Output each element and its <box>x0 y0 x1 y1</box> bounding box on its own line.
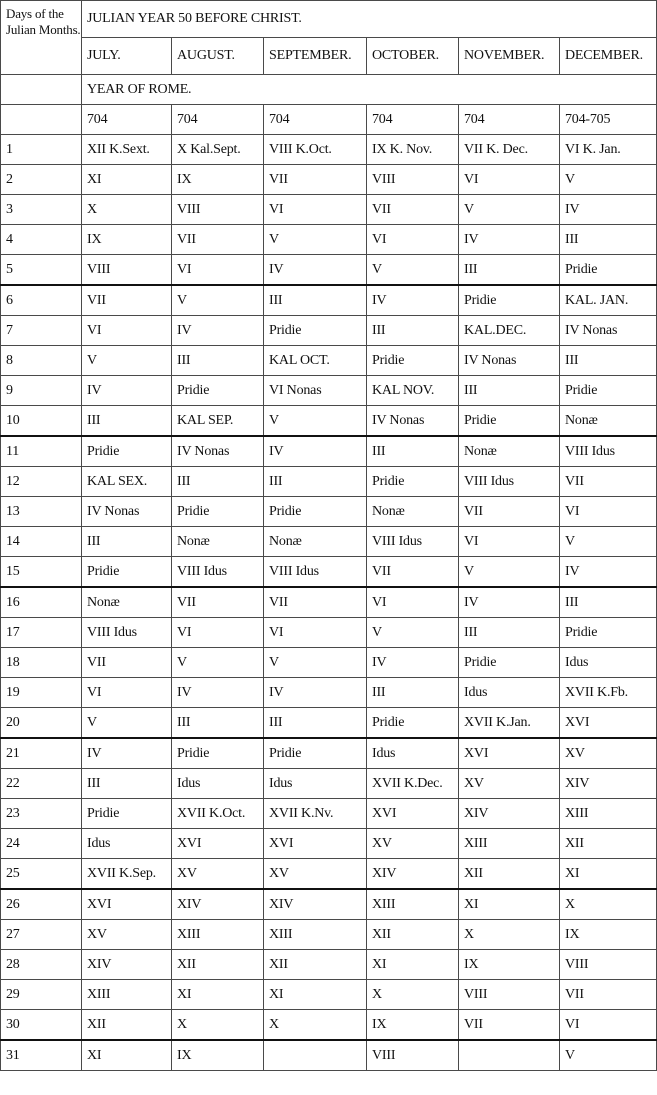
day-number: 16 <box>1 587 82 618</box>
roman-date-cell: XVI <box>172 829 264 859</box>
roman-date-cell: XI <box>560 859 657 890</box>
day-number: 23 <box>1 799 82 829</box>
day-row <box>1 285 657 316</box>
day-number: 13 <box>1 497 82 527</box>
day-row <box>1 346 657 376</box>
roman-date-cell: VIII Idus <box>560 436 657 467</box>
roman-date-cell: Nonæ <box>264 527 367 557</box>
roman-date-cell: VI <box>459 527 560 557</box>
day-row <box>1 255 657 286</box>
day-row <box>1 1010 657 1041</box>
rome-year: 704-705 <box>560 105 657 135</box>
roman-date-cell: XII <box>367 920 459 950</box>
roman-date-cell: X <box>560 889 657 920</box>
roman-date-cell: Pridie <box>82 799 172 829</box>
month-header: NOVEMBER. <box>459 38 560 75</box>
roman-date-cell: III <box>459 255 560 286</box>
roman-date-cell: III <box>459 376 560 406</box>
roman-date-cell: VI Nonas <box>264 376 367 406</box>
roman-date-cell: XIV <box>172 889 264 920</box>
roman-date-cell: XIII <box>264 920 367 950</box>
roman-date-cell: Pridie <box>459 648 560 678</box>
roman-date-cell: IX <box>367 1010 459 1041</box>
roman-date-cell: XIV <box>82 950 172 980</box>
day-row <box>1 769 657 799</box>
day-row <box>1 648 657 678</box>
roman-date-cell: VI <box>459 165 560 195</box>
roman-date-cell: XV <box>172 859 264 890</box>
corner-label: Days of the Julian Months. <box>1 1 82 75</box>
roman-date-cell: XV <box>264 859 367 890</box>
day-number: 9 <box>1 376 82 406</box>
day-number: 25 <box>1 859 82 890</box>
roman-date-cell: Pridie <box>367 346 459 376</box>
roman-date-cell: VIII <box>459 980 560 1010</box>
roman-date-cell: VI <box>560 1010 657 1041</box>
roman-date-cell: XVI <box>367 799 459 829</box>
day-number: 11 <box>1 436 82 467</box>
roman-date-cell: XV <box>560 738 657 769</box>
roman-date-cell: KAL.DEC. <box>459 316 560 346</box>
roman-date-cell: VI <box>560 497 657 527</box>
roman-date-cell: IV <box>367 285 459 316</box>
roman-date-cell: Pridie <box>367 467 459 497</box>
roman-date-cell: XII <box>459 859 560 890</box>
roman-date-cell: KAL SEX. <box>82 467 172 497</box>
roman-date-cell: IX <box>172 165 264 195</box>
roman-date-cell: VII <box>172 225 264 255</box>
roman-date-cell: VII <box>367 195 459 225</box>
roman-date-cell: VI <box>264 618 367 648</box>
roman-date-cell: IV <box>82 376 172 406</box>
day-row <box>1 436 657 467</box>
roman-date-cell: Pridie <box>560 618 657 648</box>
roman-date-cell: IV <box>459 225 560 255</box>
year-of-rome-row <box>1 75 657 105</box>
day-number: 5 <box>1 255 82 286</box>
roman-date-cell: IV <box>264 255 367 286</box>
day-number: 21 <box>1 738 82 769</box>
roman-date-cell: III <box>264 467 367 497</box>
roman-date-cell: VIII <box>172 195 264 225</box>
day-number: 10 <box>1 406 82 437</box>
roman-date-cell: VIII <box>367 1040 459 1071</box>
roman-date-cell: V <box>172 648 264 678</box>
roman-date-cell: XII <box>82 1010 172 1041</box>
roman-date-cell: XIV <box>264 889 367 920</box>
roman-date-cell: XVI <box>560 708 657 739</box>
roman-date-cell: Idus <box>82 829 172 859</box>
roman-date-cell: IV Nonas <box>367 406 459 437</box>
roman-date-cell: III <box>172 708 264 739</box>
roman-date-cell: Idus <box>172 769 264 799</box>
roman-date-cell: Pridie <box>264 316 367 346</box>
roman-date-cell: VIII Idus <box>264 557 367 588</box>
roman-date-cell: VIII Idus <box>367 527 459 557</box>
day-row <box>1 557 657 588</box>
day-row <box>1 406 657 437</box>
empty-cell <box>1 105 82 135</box>
day-number: 14 <box>1 527 82 557</box>
roman-date-cell: III <box>82 406 172 437</box>
roman-date-cell: V <box>367 255 459 286</box>
day-number: 24 <box>1 829 82 859</box>
roman-date-cell: XI <box>82 165 172 195</box>
roman-date-cell: III <box>172 346 264 376</box>
empty-cell <box>1 75 82 105</box>
roman-date-cell: VIII Idus <box>82 618 172 648</box>
roman-date-cell: Nonæ <box>172 527 264 557</box>
roman-date-cell: V <box>264 648 367 678</box>
day-number: 20 <box>1 708 82 739</box>
day-row <box>1 467 657 497</box>
month-header: DECEMBER. <box>560 38 657 75</box>
day-number: 22 <box>1 769 82 799</box>
roman-date-cell: IX <box>172 1040 264 1071</box>
day-row <box>1 799 657 829</box>
month-header: OCTOBER. <box>367 38 459 75</box>
roman-date-cell: XII <box>264 950 367 980</box>
day-row <box>1 316 657 346</box>
roman-date-cell: XI <box>264 980 367 1010</box>
roman-date-cell: XI <box>82 1040 172 1071</box>
day-number: 7 <box>1 316 82 346</box>
roman-date-cell: IV <box>172 316 264 346</box>
roman-date-cell: VIII Idus <box>172 557 264 588</box>
roman-date-cell: VI <box>264 195 367 225</box>
roman-date-cell: III <box>459 618 560 648</box>
roman-date-cell: V <box>560 165 657 195</box>
roman-date-cell: XVII K.Nv. <box>264 799 367 829</box>
roman-date-cell: III <box>560 346 657 376</box>
day-row <box>1 497 657 527</box>
roman-date-cell: IV <box>367 648 459 678</box>
day-row <box>1 889 657 920</box>
roman-date-cell: VII <box>82 285 172 316</box>
roman-date-cell: IV Nonas <box>560 316 657 346</box>
roman-date-cell: XIV <box>459 799 560 829</box>
roman-date-cell: Nonæ <box>560 406 657 437</box>
roman-date-cell: KAL NOV. <box>367 376 459 406</box>
roman-date-cell: Idus <box>560 648 657 678</box>
roman-date-cell: III <box>264 708 367 739</box>
table-title: JULIAN YEAR 50 BEFORE CHRIST. <box>82 1 657 38</box>
roman-date-cell: VI <box>172 618 264 648</box>
day-number: 3 <box>1 195 82 225</box>
roman-date-cell: III <box>82 527 172 557</box>
roman-date-cell: Pridie <box>264 497 367 527</box>
day-number: 19 <box>1 678 82 708</box>
roman-date-cell: V <box>459 195 560 225</box>
roman-date-cell: IX K. Nov. <box>367 135 459 165</box>
roman-date-cell: XI <box>367 950 459 980</box>
day-row <box>1 225 657 255</box>
roman-date-cell: XV <box>367 829 459 859</box>
day-number: 31 <box>1 1040 82 1071</box>
roman-date-cell: VII <box>367 557 459 588</box>
roman-date-cell: Idus <box>367 738 459 769</box>
roman-date-cell: XVII K.Jan. <box>459 708 560 739</box>
roman-date-cell: V <box>264 225 367 255</box>
roman-date-cell: IX <box>560 920 657 950</box>
roman-date-cell: VII <box>560 467 657 497</box>
day-number: 30 <box>1 1010 82 1041</box>
day-number: 15 <box>1 557 82 588</box>
roman-date-cell: Pridie <box>82 557 172 588</box>
roman-date-cell: III <box>367 678 459 708</box>
day-number: 8 <box>1 346 82 376</box>
roman-date-cell: VI <box>367 587 459 618</box>
roman-date-cell: Pridie <box>172 376 264 406</box>
roman-date-cell: V <box>560 527 657 557</box>
roman-date-cell: X <box>264 1010 367 1041</box>
day-row <box>1 738 657 769</box>
roman-date-cell: VII <box>82 648 172 678</box>
roman-date-cell: Idus <box>459 678 560 708</box>
day-number: 26 <box>1 889 82 920</box>
roman-date-cell: IV Nonas <box>172 436 264 467</box>
year-of-rome-label: YEAR OF ROME. <box>82 75 657 105</box>
roman-date-cell: XIII <box>560 799 657 829</box>
roman-date-cell: VI <box>82 678 172 708</box>
day-row <box>1 587 657 618</box>
month-header: AUGUST. <box>172 38 264 75</box>
roman-date-cell <box>459 1040 560 1071</box>
roman-date-cell: V <box>367 618 459 648</box>
roman-date-cell: IV <box>560 195 657 225</box>
roman-date-cell: KAL. JAN. <box>560 285 657 316</box>
roman-date-cell: XIII <box>459 829 560 859</box>
day-number: 18 <box>1 648 82 678</box>
roman-date-cell: XIII <box>172 920 264 950</box>
roman-date-cell: VII <box>459 497 560 527</box>
roman-date-cell: X <box>459 920 560 950</box>
roman-date-cell: Nonæ <box>82 587 172 618</box>
roman-date-cell: VIII K.Oct. <box>264 135 367 165</box>
roman-date-cell: V <box>82 346 172 376</box>
rome-year: 704 <box>459 105 560 135</box>
day-number: 4 <box>1 225 82 255</box>
day-row <box>1 195 657 225</box>
day-row <box>1 708 657 739</box>
roman-date-cell: V <box>560 1040 657 1071</box>
roman-date-cell: KAL OCT. <box>264 346 367 376</box>
roman-date-cell: XIV <box>560 769 657 799</box>
roman-date-cell: VI <box>367 225 459 255</box>
roman-date-cell: Pridie <box>367 708 459 739</box>
roman-date-cell <box>264 1040 367 1071</box>
roman-date-cell: III <box>560 587 657 618</box>
roman-date-cell: XI <box>172 980 264 1010</box>
day-row <box>1 1040 657 1071</box>
roman-date-cell: VI K. Jan. <box>560 135 657 165</box>
day-row <box>1 527 657 557</box>
day-row <box>1 678 657 708</box>
day-number: 17 <box>1 618 82 648</box>
roman-date-cell: III <box>82 769 172 799</box>
roman-date-cell: XII <box>560 829 657 859</box>
roman-date-cell: Pridie <box>459 285 560 316</box>
roman-date-cell: VII <box>172 587 264 618</box>
day-row <box>1 829 657 859</box>
rome-years-row <box>1 105 657 135</box>
roman-date-cell: Nonæ <box>459 436 560 467</box>
roman-date-cell: XIV <box>367 859 459 890</box>
rome-year: 704 <box>367 105 459 135</box>
month-header: JULY. <box>82 38 172 75</box>
roman-date-cell: IV <box>172 678 264 708</box>
roman-date-cell: IV <box>459 587 560 618</box>
roman-date-cell: XVI <box>82 889 172 920</box>
day-number: 12 <box>1 467 82 497</box>
day-row <box>1 618 657 648</box>
roman-date-cell: VIII <box>82 255 172 286</box>
roman-date-cell: VII <box>459 1010 560 1041</box>
roman-date-cell: XVII K.Oct. <box>172 799 264 829</box>
roman-date-cell: Pridie <box>264 738 367 769</box>
roman-date-cell: III <box>367 316 459 346</box>
roman-date-cell: IV Nonas <box>82 497 172 527</box>
roman-date-cell: IV <box>264 678 367 708</box>
roman-date-cell: XVII K.Fb. <box>560 678 657 708</box>
roman-date-cell: IV <box>560 557 657 588</box>
day-row <box>1 165 657 195</box>
roman-date-cell: Idus <box>264 769 367 799</box>
roman-date-cell: X Kal.Sept. <box>172 135 264 165</box>
roman-date-cell: IX <box>82 225 172 255</box>
roman-date-cell: III <box>172 467 264 497</box>
roman-date-cell: VI <box>172 255 264 286</box>
roman-date-cell: XII K.Sext. <box>82 135 172 165</box>
day-row <box>1 376 657 406</box>
roman-date-cell: V <box>459 557 560 588</box>
day-row <box>1 920 657 950</box>
day-number: 6 <box>1 285 82 316</box>
day-row <box>1 135 657 165</box>
day-row <box>1 950 657 980</box>
rome-year: 704 <box>264 105 367 135</box>
roman-date-cell: XVI <box>264 829 367 859</box>
month-header: SEPTEMBER. <box>264 38 367 75</box>
roman-date-cell: V <box>264 406 367 437</box>
roman-date-cell: III <box>560 225 657 255</box>
roman-date-cell: XIII <box>82 980 172 1010</box>
roman-date-cell: IV Nonas <box>459 346 560 376</box>
roman-date-cell: V <box>82 708 172 739</box>
roman-date-cell: VII <box>264 165 367 195</box>
roman-date-cell: XVI <box>459 738 560 769</box>
roman-date-cell: XV <box>459 769 560 799</box>
day-number: 29 <box>1 980 82 1010</box>
roman-date-cell: X <box>367 980 459 1010</box>
roman-date-cell: Pridie <box>459 406 560 437</box>
roman-date-cell: Pridie <box>560 376 657 406</box>
roman-date-cell: Nonæ <box>367 497 459 527</box>
roman-date-cell: VIII Idus <box>459 467 560 497</box>
day-number: 2 <box>1 165 82 195</box>
roman-date-cell: III <box>367 436 459 467</box>
roman-date-cell: IV <box>264 436 367 467</box>
rome-year: 704 <box>172 105 264 135</box>
roman-date-cell: XII <box>172 950 264 980</box>
roman-date-cell: XIII <box>367 889 459 920</box>
roman-date-cell: VII <box>264 587 367 618</box>
roman-date-cell: Pridie <box>560 255 657 286</box>
roman-date-cell: VIII <box>560 950 657 980</box>
roman-date-cell: Pridie <box>172 497 264 527</box>
roman-date-cell: XV <box>82 920 172 950</box>
roman-date-cell: VIII <box>367 165 459 195</box>
roman-date-cell: X <box>82 195 172 225</box>
title-row <box>1 1 657 38</box>
roman-date-cell: VII K. Dec. <box>459 135 560 165</box>
roman-date-cell: III <box>264 285 367 316</box>
roman-date-cell: XVII K.Sep. <box>82 859 172 890</box>
roman-date-cell: XI <box>459 889 560 920</box>
day-number: 28 <box>1 950 82 980</box>
roman-date-cell: X <box>172 1010 264 1041</box>
day-number: 1 <box>1 135 82 165</box>
roman-date-cell: V <box>172 285 264 316</box>
rome-year: 704 <box>82 105 172 135</box>
roman-date-cell: KAL SEP. <box>172 406 264 437</box>
roman-date-cell: Pridie <box>172 738 264 769</box>
roman-date-cell: IX <box>459 950 560 980</box>
day-number: 27 <box>1 920 82 950</box>
roman-date-cell: Pridie <box>82 436 172 467</box>
day-row <box>1 859 657 890</box>
day-row <box>1 980 657 1010</box>
roman-date-cell: VI <box>82 316 172 346</box>
roman-date-cell: VII <box>560 980 657 1010</box>
roman-date-cell: IV <box>82 738 172 769</box>
roman-date-cell: XVII K.Dec. <box>367 769 459 799</box>
month-header-row <box>1 38 657 75</box>
